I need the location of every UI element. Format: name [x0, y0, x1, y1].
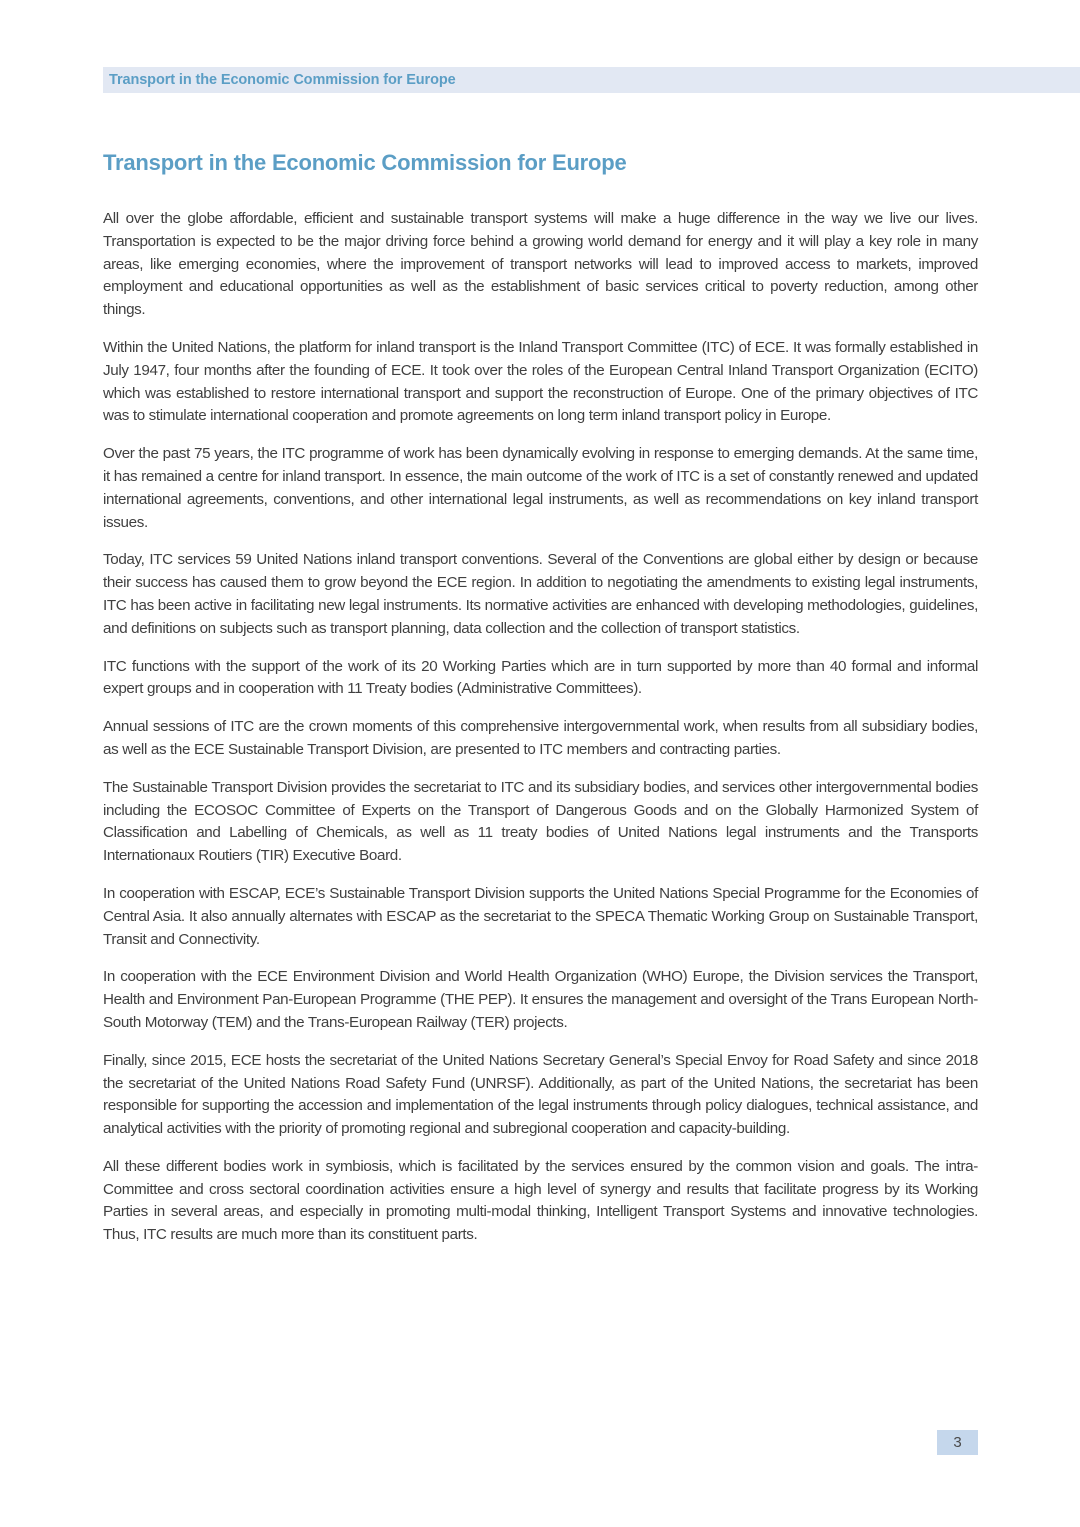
- paragraph-intro: All over the globe affordable, efficient and sustainable transport systems will make a huge difference in the way we live our lives. Transportation is expected to be the major driving force behind a growing world demand for energy and it will play a key role in many areas, like emerging economies, where the improvement of transport networks will lead to improved access to markets, improved employment and educational opportunities as well as the establishment of basic services critical to poverty reduction, among other things.: [103, 210, 978, 319]
- paragraph-working-parties: ITC functions with the support of the work of its 20 Working Parties which are in turn supported by more than 40 formal and informal expert groups and in cooperation with 11 Treaty bodies (Administrative Committees).: [103, 657, 978, 698]
- page-title: Transport in the Economic Commission for Europe: [103, 150, 627, 175]
- paragraph-escap: In cooperation with ESCAP, ECE’s Sustainable Transport Division supports the United Nations Special Programme for the Economies of Central Asia. It also annually alternates with ESCAP as the secretariat to the SPECA Thematic Working Group on Sustainable Transport, Transit and Connectivity.: [103, 884, 978, 948]
- paragraph-programme-of-work: Over the past 75 years, the ITC programme of work has been dynamically evolving in response to emerging demands. At the same time, it has remained a centre for inland transport. In essence, the main outcome of the work of ITC is a set of constantly renewed and updated international agreements, conventions, and other international legal instruments, as well as recommendations on key inland transport issues.: [103, 445, 978, 531]
- paragraph-who-europe: In cooperation with the ECE Environment Division and World Health Organization (WHO) Europe, the Division services the Transport, Health and Environment Pan-European Programme (THE PEP). It ensures the management and oversight of the Trans European North-South Motorway (TEM) and the Trans-European Railway (TER) projects.: [103, 968, 978, 1031]
- paragraph-annual-sessions: Annual sessions of ITC are the crown moments of this comprehensive intergovernmental work, when results from all subsidiary bodies, as well as the ECE Sustainable Transport Division, are presented to ITC members and contracting parties.: [103, 718, 978, 758]
- paragraph-symbiosis: All these different bodies work in symbiosis, which is facilitated by the services ensured by the common vision and goals. The intra-Committee and cross sectoral coordination activities ensure a high level of synergy and results that facilitate progress by its Working Parties in several areas, and especially in promoting multi-modal thinking, Intelligent Transport Systems and innovative technologies. Thus, ITC results are much more than its constituent parts.: [103, 1157, 978, 1244]
- paragraph-road-safety: Finally, since 2015, ECE hosts the secretariat of the United Nations Secretary General’s Special Envoy for Road Safety and since 2018 the secretariat of the United Nations Road Safety Fund (UNRSF). Additionally, as part of the United Nations, the secretariat has been responsible for supporting the accession and implementation of the legal instruments through policy dialogues, technical assistance, and analytical activities with the priority of promoting regional and subregional cooperation and capacity-building.: [103, 1051, 978, 1138]
- running-header-title: Transport in the Economic Commission for Europe: [109, 72, 456, 88]
- paragraph-itc-history: Within the United Nations, the platform for inland transport is the Inland Transport Committee (ITC) of ECE. It was formally established in July 1947, four months after the founding of ECE. It took over the roles of the European Central Inland Transport Organization (ECITO) which was established to restore international transport and support the reconstruction of Europe. One of the primary objectives of ITC was to stimulate international cooperation and promote agreements on long term inland transport policy in Europe.: [103, 338, 978, 425]
- body-text: [103, 208, 978, 1262]
- page-number: 3: [937, 1430, 978, 1455]
- running-header: [103, 67, 1080, 93]
- paragraph-conventions: Today, ITC services 59 United Nations inland transport conventions. Several of the Conventions are global either by design or because their success has caused them to grow beyond the ECE region. In addition to negotiating the amendments to existing legal instruments, ITC has been active in facilitating new legal instruments. Its normative activities are enhanced with developing methodologies, guidelines, and definitions on subjects such as transport planning, data collection and the collection of transport statistics.: [103, 551, 978, 637]
- paragraph-secretariat: The Sustainable Transport Division provides the secretariat to ITC and its subsidiary bodies, and services other intergovernmental bodies including the ECOSOC Committee of Experts on the Transport of Dangerous Goods and on the Globally Harmonized System of Classification and Labelling of Chemicals, as well as 11 treaty bodies of United Nations legal instruments and the Transports Internationaux Routiers (TIR) Executive Board.: [103, 778, 978, 865]
